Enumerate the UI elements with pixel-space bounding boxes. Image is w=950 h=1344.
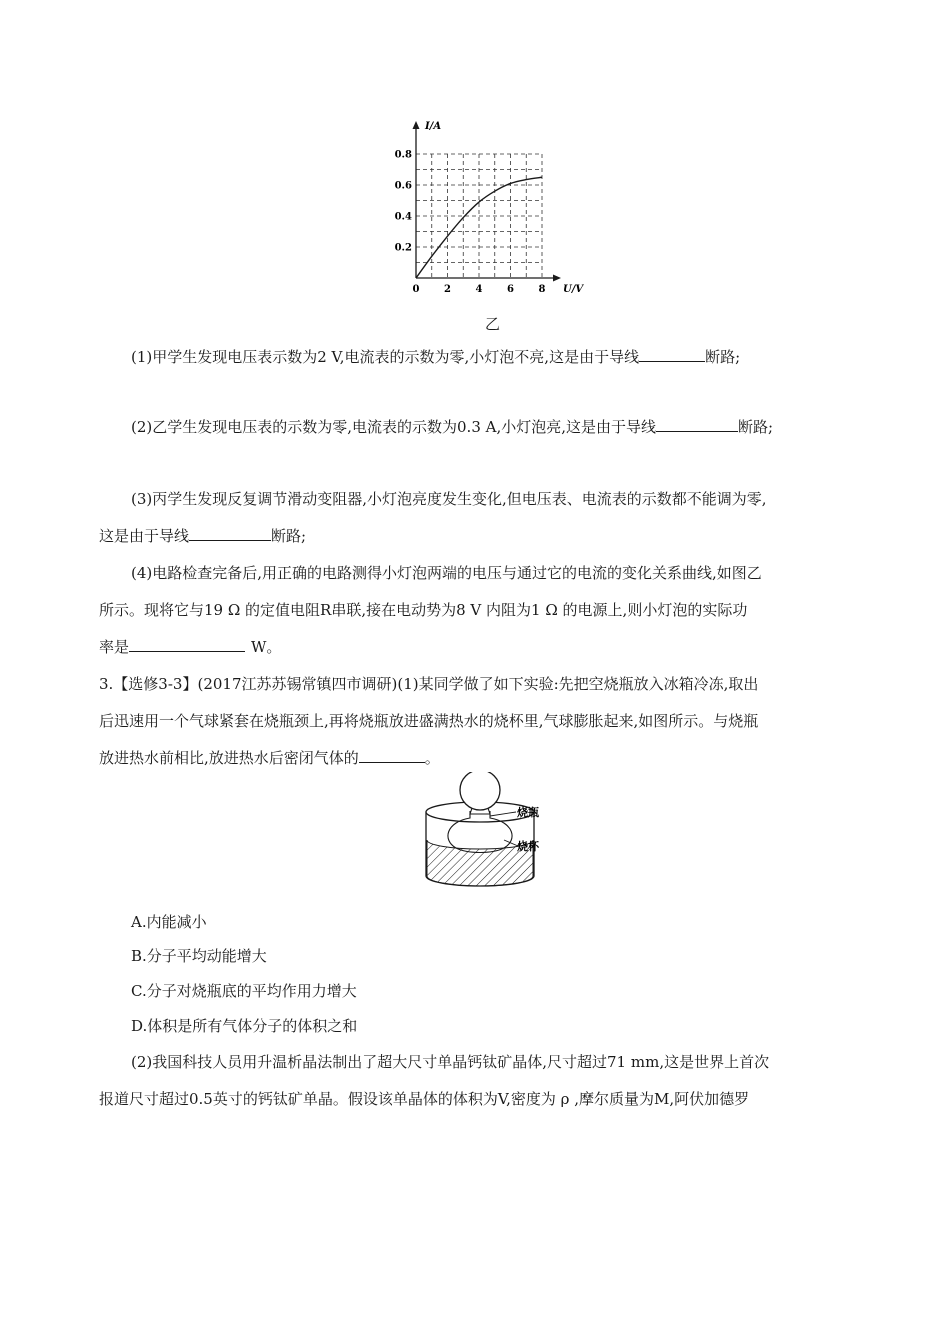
flask-label: 烧瓶	[517, 806, 539, 819]
q3-line3-tail: 。	[424, 749, 440, 767]
q3-part2-line1: (2)我国科技人员用升温析晶法制出了超大尺寸单晶钙钛矿晶体,尺寸超过71 mm,这是世界上首次	[131, 1053, 770, 1071]
q2-part2-tail: 断路;	[738, 418, 774, 436]
q3-option-c[interactable]: C.分子对烧瓶底的平均作用力增大	[131, 982, 357, 1000]
q3-line3-text: 放进热水前相比,放进热水后密闭气体的	[99, 749, 359, 767]
balloon	[460, 772, 500, 810]
y-tick-label: 0.2	[394, 242, 412, 254]
y-axis-label: I/A	[425, 121, 442, 132]
y-axis-arrow	[413, 121, 420, 129]
q2-part1-text: (1)甲学生发现电压表示数为2 V,电流表的示数为零,小灯泡不亮,这是由于导线	[131, 348, 640, 366]
iu-chart	[385, 115, 605, 300]
x-tick-label: 6	[507, 284, 514, 295]
q2-part2-text: (2)乙学生发现电压表的示数为零,电流表的示数为0.3 A,小灯泡亮,这是由于导线	[131, 418, 657, 436]
flask-beaker-figure	[420, 772, 545, 890]
x-tick-label: 2	[444, 284, 451, 295]
x-tick-label: 4	[475, 284, 483, 295]
q2-part3-blank[interactable]	[189, 525, 271, 541]
q3-option-b[interactable]: B.分子平均动能增大	[131, 947, 267, 965]
q2-part2-blank[interactable]	[656, 416, 738, 432]
q3-blank[interactable]	[359, 747, 425, 763]
chart-axes	[413, 121, 562, 282]
y-tick-label: 0.6	[394, 180, 412, 192]
beaker-label: 烧杯	[517, 840, 539, 853]
q2-part1	[131, 346, 740, 368]
q3-option-a[interactable]: A.内能减小	[131, 913, 207, 931]
y-tick-label: 0.4	[394, 211, 412, 223]
q2-part1-tail: 断路;	[705, 348, 741, 366]
q3-line1: 3.【选修3-3】(2017江苏苏锡常镇四市调研)(1)某同学做了如下实验:先把空烧瓶放入冰箱冷冻,取出	[99, 675, 759, 693]
q2-part4-blank[interactable]	[129, 636, 245, 652]
x-tick-label: 8	[538, 284, 546, 295]
q2-part4-tail: W。	[251, 638, 282, 656]
x-tick-label: 0	[412, 284, 420, 295]
q3-option-d[interactable]: D.体积是所有气体分子的体积之和	[131, 1017, 358, 1035]
q2-part3-tail: 断路;	[271, 527, 307, 545]
q2-part4-line1: (4)电路检查完备后,用正确的电路测得小灯泡两端的电压与通过它的电流的变化关系曲线,如图乙	[131, 564, 762, 582]
y-tick-label: 0.8	[394, 149, 412, 161]
q3-line3	[99, 747, 440, 769]
x-axis-label: U/V	[563, 284, 584, 295]
q2-part3-text: 这是由于导线	[99, 527, 190, 545]
x-axis-arrow	[553, 275, 561, 282]
q3-line2: 后迅速用一个气球紧套在烧瓶颈上,再将烧瓶放进盛满热水的烧杯里,气球膨胀起来,如图所示。与烧瓶	[99, 712, 759, 730]
q3-part2-line2: 报道尺寸超过0.5英寸的钙钛矿单晶。假设该单晶体的体积为V,密度为 ρ ,摩尔质量为M,阿伏加德罗	[99, 1090, 750, 1108]
q2-part1-blank[interactable]	[639, 346, 705, 362]
chart-grid	[416, 154, 542, 278]
q2-part2	[131, 416, 773, 438]
q2-part4-text: 率是	[99, 638, 130, 656]
q2-part3-line2	[99, 525, 306, 547]
q2-part3-line1: (3)丙学生发现反复调节滑动变阻器,小灯泡亮度发生变化,但电压表、电流表的示数都不能调为零,	[131, 490, 767, 508]
q2-part4-line2: 所示。现将它与19 Ω 的定值电阻R串联,接在电动势为8 V 内阻为1 Ω 的电源上,则小灯泡的实际功	[99, 601, 748, 619]
chart-ticks	[395, 150, 546, 296]
figure-yi-caption: 乙	[485, 315, 501, 333]
q2-part4-line3	[99, 636, 281, 658]
